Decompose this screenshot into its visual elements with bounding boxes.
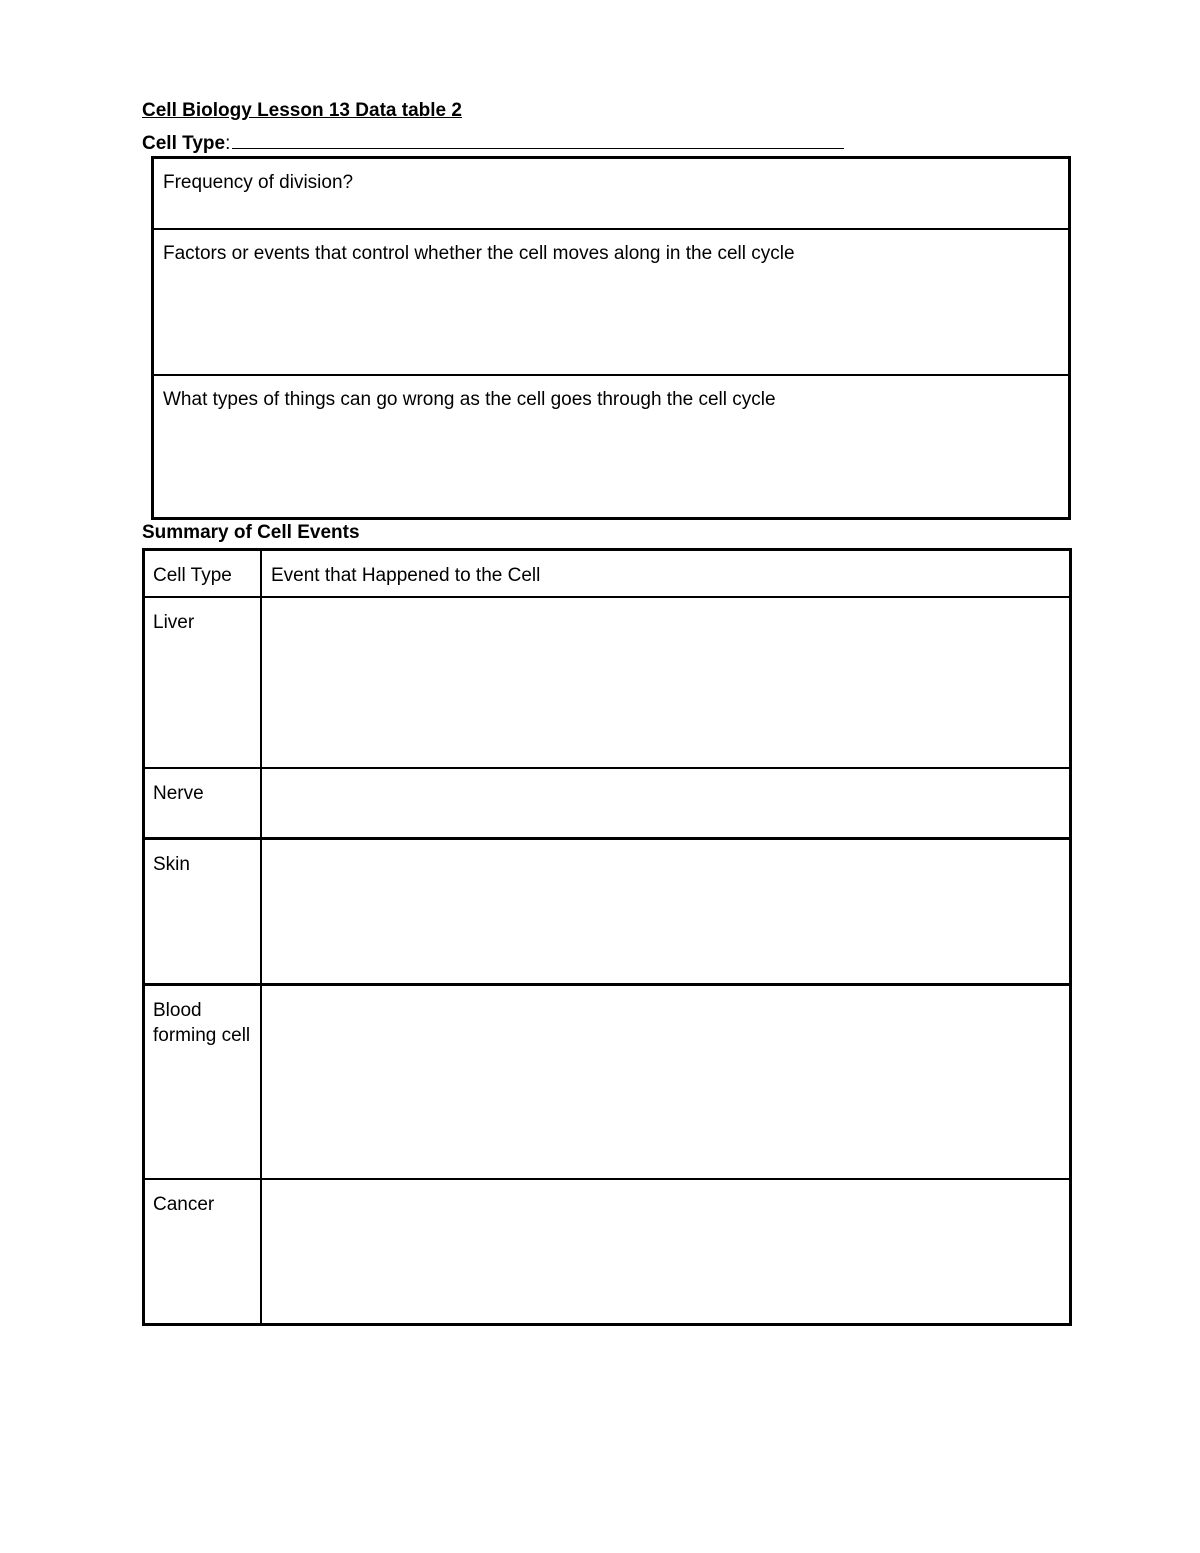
cell-questions-table: [151, 156, 1071, 520]
table-row[interactable]: [145, 598, 1069, 767]
summary-table: [142, 548, 1072, 1326]
table-header-row: [145, 551, 1069, 596]
table-row[interactable]: [145, 840, 1069, 983]
column-header-event: Event that Happened to the Cell: [271, 565, 541, 586]
cell-type-label: Cell Type: [142, 133, 226, 154]
question-row[interactable]: [154, 376, 1068, 517]
page-title: Cell Biology Lesson 13 Data table 2: [142, 100, 462, 121]
table-row[interactable]: [145, 1180, 1069, 1323]
table-row[interactable]: [145, 769, 1069, 837]
cell-type-colon: :: [225, 133, 231, 154]
question-label: Factors or events that control whether the cell moves along in the cell cycle: [163, 243, 795, 264]
summary-title: Summary of Cell Events: [142, 522, 360, 543]
question-row[interactable]: [154, 159, 1068, 230]
row-label-liver: Liver: [153, 612, 195, 633]
cell-type-blank-line[interactable]: [232, 130, 844, 149]
row-label-blood-forming-cell: Blood forming cell: [153, 1000, 251, 1046]
question-label: Frequency of division?: [163, 172, 354, 193]
row-label-cancer: Cancer: [153, 1194, 215, 1215]
column-header-cell-type: Cell Type: [153, 565, 232, 586]
row-label-skin: Skin: [153, 854, 190, 875]
row-label-nerve: Nerve: [153, 783, 204, 804]
question-label: What types of things can go wrong as the cell goes through the cell cycle: [163, 389, 776, 410]
question-row[interactable]: [154, 230, 1068, 376]
table-row[interactable]: [145, 986, 1069, 1178]
cell-type-field: [142, 130, 844, 155]
